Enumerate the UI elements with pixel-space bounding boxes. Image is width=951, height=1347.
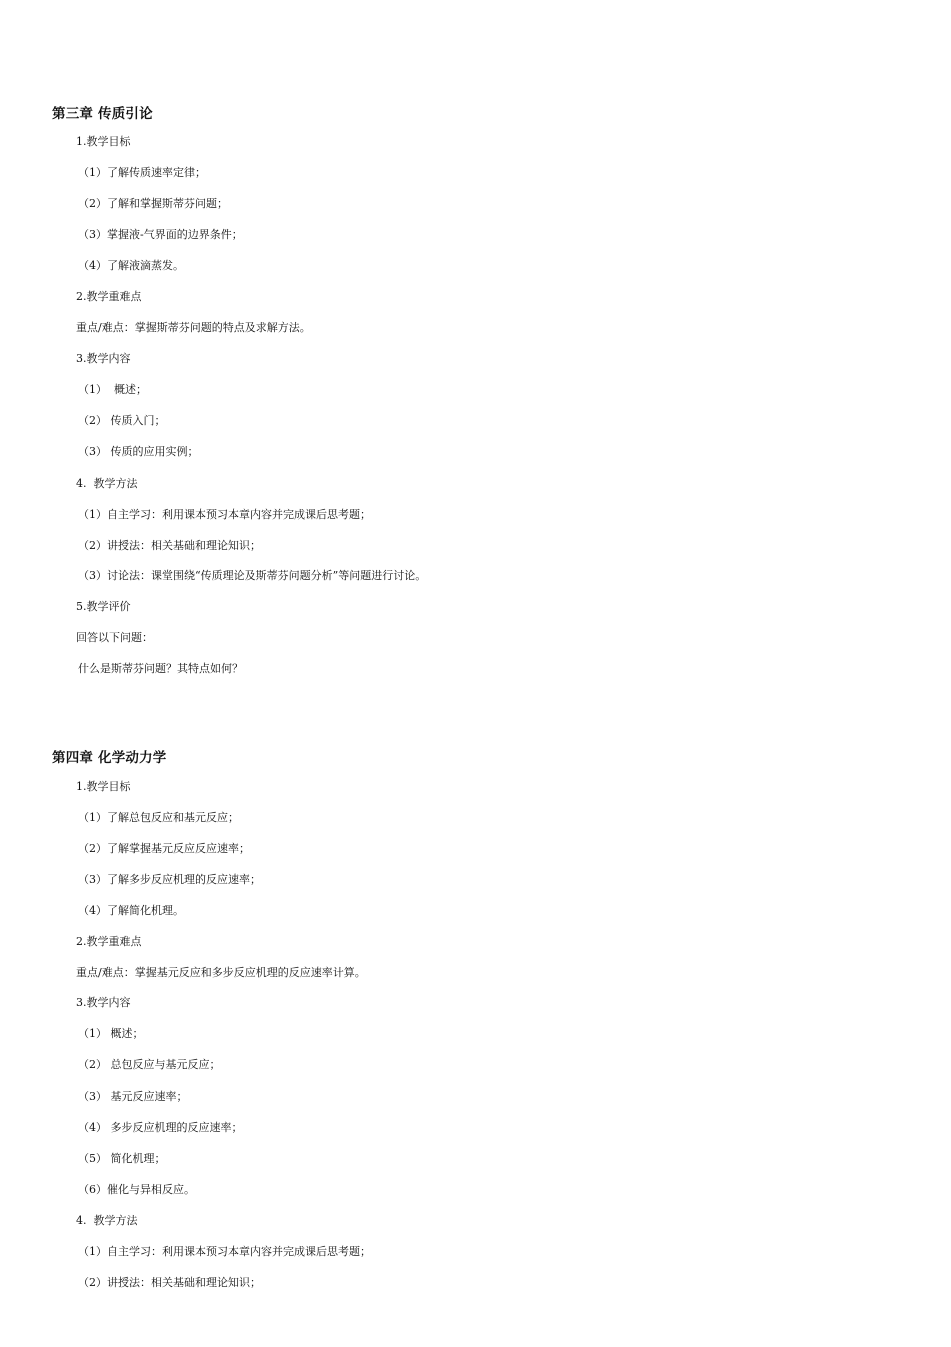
ch4-section-content: 3.教学内容	[76, 996, 131, 1009]
ch4-section-objectives: 1.教学目标	[76, 780, 131, 793]
ch3-section-methods: 4. 教学方法	[76, 477, 138, 490]
ch3-evaluation-question: 什么是斯蒂芬问题？其特点如何？	[78, 662, 243, 675]
ch3-method-3: （3）讨论法：课堂围绕“传质理论及斯蒂芬问题分析”等问题进行讨论。	[78, 569, 427, 582]
ch4-method-2: （2）讲授法：相关基础和理论知识；	[78, 1276, 261, 1289]
ch3-objective-1: （1）了解传质速率定律；	[78, 166, 206, 179]
ch3-section-key-points: 2.教学重难点	[76, 290, 142, 303]
ch3-section-content: 3.教学内容	[76, 352, 131, 365]
ch4-method-1: （1）自主学习：利用课本预习本章内容并完成课后思考题；	[78, 1245, 371, 1258]
ch3-evaluation-intro: 回答以下问题：	[76, 631, 153, 644]
ch4-content-6: （6）催化与异相反应。	[78, 1183, 195, 1196]
ch4-key-points-text: 重点/难点：掌握基元反应和多步反应机理的反应速率计算。	[76, 966, 366, 979]
ch3-method-1: （1）自主学习：利用课本预习本章内容并完成课后思考题；	[78, 508, 371, 521]
ch3-content-1: （1） 概述；	[78, 383, 147, 396]
ch4-objective-2: （2）了解掌握基元反应反应速率；	[78, 842, 250, 855]
ch4-section-key-points: 2.教学重难点	[76, 935, 142, 948]
ch4-objective-4: （4）了解简化机理。	[78, 904, 184, 917]
ch4-content-1: （1） 概述；	[78, 1027, 144, 1040]
ch3-objective-3: （3）掌握液-气界面的边界条件；	[78, 228, 243, 241]
ch3-content-2: （2） 传质入门；	[78, 414, 166, 427]
ch3-objective-2: （2）了解和掌握斯蒂芬问题；	[78, 197, 228, 210]
ch3-method-2: （2）讲授法：相关基础和理论知识；	[78, 539, 261, 552]
ch3-content-3: （3） 传质的应用实例；	[78, 445, 199, 458]
ch3-section-objectives: 1.教学目标	[76, 135, 131, 148]
ch3-key-points-text: 重点/难点：掌握斯蒂芬问题的特点及求解方法。	[76, 321, 311, 334]
ch4-section-methods: 4. 教学方法	[76, 1214, 138, 1227]
chapter-4-title: 第四章 化学动力学	[52, 750, 167, 766]
ch3-objective-4: （4）了解液滴蒸发。	[78, 259, 184, 272]
ch4-objective-3: （3）了解多步反应机理的反应速率；	[78, 873, 261, 886]
ch4-content-4: （4） 多步反应机理的反应速率；	[78, 1121, 243, 1134]
chapter-3-title: 第三章 传质引论	[52, 106, 153, 122]
ch4-content-5: （5） 简化机理；	[78, 1152, 166, 1165]
ch3-section-evaluation: 5.教学评价	[76, 600, 131, 613]
ch4-content-2: （2） 总包反应与基元反应；	[78, 1058, 221, 1071]
ch4-objective-1: （1）了解总包反应和基元反应；	[78, 811, 239, 824]
ch4-content-3: （3） 基元反应速率；	[78, 1090, 188, 1103]
